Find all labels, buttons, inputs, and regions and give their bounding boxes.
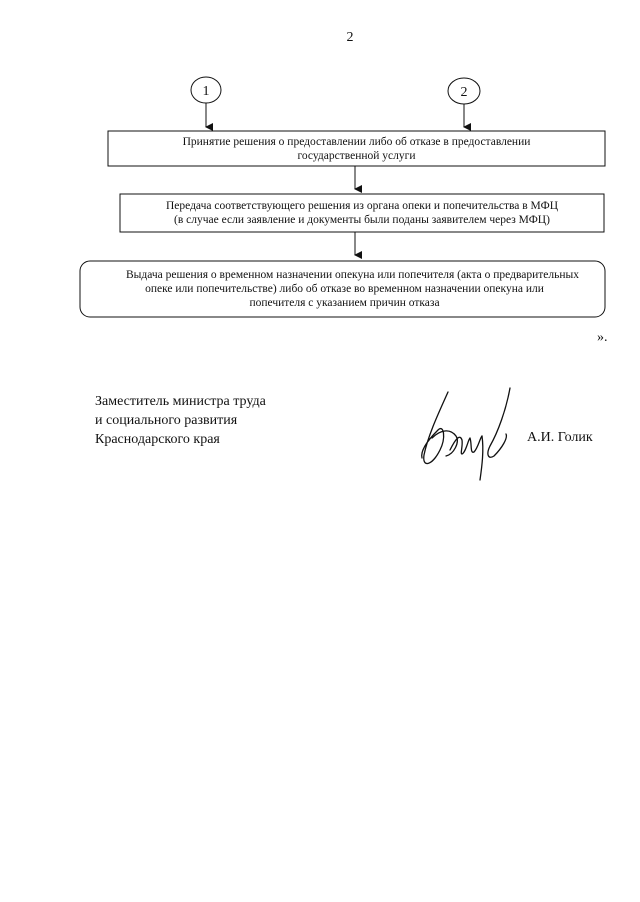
signer-position-line-2: и социального развития	[95, 413, 238, 428]
flow-box-2-text	[120, 194, 604, 232]
flow-box-2-line-1: Передача соответствующего решения из органа опеки и попечительства в МФЦ	[165, 200, 559, 212]
flow-box-2-line-2: (в случае если заявление и документы были поданы заявителем через МФЦ)	[174, 214, 550, 226]
signer-position-line-1: Заместитель министра труда	[95, 394, 266, 409]
flow-node-label-1: 1	[202, 84, 210, 99]
flow-box-1-line-2: государственной услуги	[297, 149, 416, 162]
flow-box-3-text	[84, 261, 605, 317]
signer-position	[95, 392, 266, 449]
flow-box-3-line-1: Выдача решения о временном назначении опекуна или попечителя (акта о предварительных	[125, 269, 579, 281]
flow-node-label-2: 2	[460, 85, 468, 100]
flow-box-1-text	[108, 131, 605, 166]
page-number: 2	[346, 30, 354, 45]
flow-box-3-line-3: попечителя с указанием причин отказа	[249, 297, 440, 309]
closing-quote: ».	[597, 330, 608, 345]
signer-name: А.И. Голик	[527, 430, 593, 445]
signer-position-line-3: Краснодарского края	[95, 432, 220, 447]
handwritten-signature	[410, 380, 520, 490]
flow-box-1-line-1: Принятие решения о предоставлении либо об отказе в предоставлении	[182, 135, 531, 148]
flow-box-3-line-2: опеке или попечительстве) либо об отказе во временном назначении опекуна или	[145, 283, 544, 295]
